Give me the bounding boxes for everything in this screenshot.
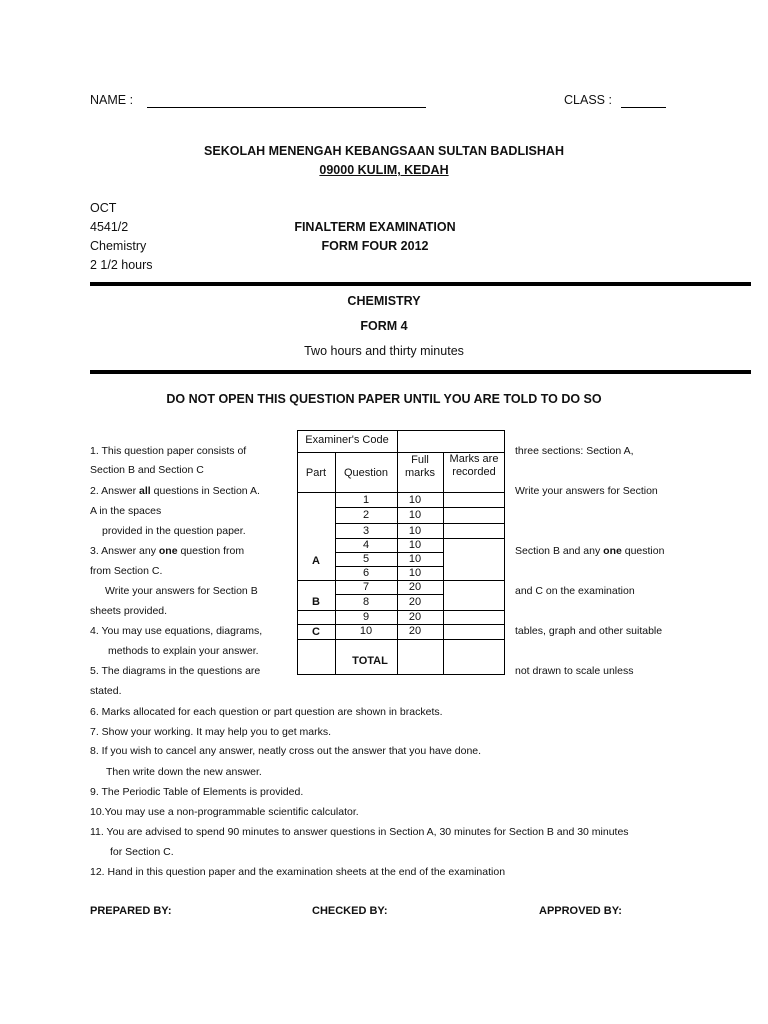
table-q-9: 9 xyxy=(362,611,370,623)
paper-code: 4541/2 xyxy=(90,220,129,234)
banner-duration: Two hours and thirty minutes xyxy=(304,344,464,358)
table-full-3: 10 xyxy=(408,525,422,537)
instr-5-left: 5. The diagrams in the questions are xyxy=(90,665,261,677)
table-full-10: 20 xyxy=(408,625,422,637)
instr-2-cont: A in the spaces xyxy=(90,505,162,517)
instr-1-left: 1. This question paper consists of xyxy=(90,445,247,457)
table-header-marks: Marks are recorded xyxy=(449,453,499,478)
table-hline-1 xyxy=(335,507,505,508)
table-full-1: 10 xyxy=(408,494,422,506)
table-hline-10 xyxy=(297,639,505,640)
school-name: SEKOLAH MENENGAH KEBANGSAAN SULTAN BADLISHAH xyxy=(204,144,564,158)
table-full-4: 10 xyxy=(408,539,422,551)
instr-3-right-prefix: Section B and any xyxy=(515,545,601,557)
table-hline-header xyxy=(297,492,505,493)
instr-9: 9. The Periodic Table of Elements is provided. xyxy=(90,786,304,798)
instr-10: 10.You may use a non-programmable scientific calculator. xyxy=(90,806,359,818)
table-header-question: Question xyxy=(343,467,389,479)
table-full-7: 20 xyxy=(408,581,422,593)
table-total-label: TOTAL xyxy=(352,655,388,667)
table-header-part: Part xyxy=(305,467,327,479)
instr-4-right: tables, graph and other suitable xyxy=(515,625,663,637)
table-part-b: B xyxy=(312,596,320,608)
paper-month: OCT xyxy=(90,201,117,215)
table-part-a: A xyxy=(312,555,320,567)
paper-subject: Chemistry xyxy=(90,239,147,253)
table-q-4: 4 xyxy=(362,539,370,551)
table-full-9: 20 xyxy=(408,611,422,623)
top-rule xyxy=(90,282,751,286)
banner-subject: CHEMISTRY xyxy=(347,294,421,308)
class-label: CLASS : xyxy=(564,93,612,107)
instr-3-prefix: 3. Answer any xyxy=(90,545,156,557)
table-q-7: 7 xyxy=(362,581,370,593)
table-q-6: 6 xyxy=(362,567,370,579)
instr-3-right-cont: and C on the examination xyxy=(515,585,635,597)
instr-2-left xyxy=(90,485,260,497)
instr-5-cont: stated. xyxy=(90,685,122,697)
exam-title: FINALTERM EXAMINATION xyxy=(294,220,456,234)
name-label: NAME : xyxy=(90,93,134,107)
banner-form: FORM 4 xyxy=(360,319,408,333)
instr-2-suffix: questions in Section A. xyxy=(153,485,260,497)
table-vline-full xyxy=(443,452,444,675)
table-part-c: C xyxy=(312,626,320,638)
instr-11-cont: for Section C. xyxy=(110,846,174,858)
instr-4-cont: methods to explain your answer. xyxy=(108,645,259,657)
table-q-2: 2 xyxy=(362,509,370,521)
table-hline-7 xyxy=(335,594,443,595)
table-q-10: 10 xyxy=(359,625,373,637)
table-full-6: 10 xyxy=(408,567,422,579)
bottom-rule xyxy=(90,370,751,374)
instr-12: 12. Hand in this question paper and the examination sheets at the end of the examination xyxy=(90,866,506,878)
table-title: Examiner's Code xyxy=(305,434,389,446)
table-border-top xyxy=(297,430,505,431)
instr-2-right: Write your answers for Section xyxy=(515,485,658,497)
instr-2-prefix: 2. Answer xyxy=(90,485,137,497)
table-q-1: 1 xyxy=(362,494,370,506)
instr-3-right xyxy=(515,545,664,557)
instr-7: 7. Show your working. It may help you to get marks. xyxy=(90,726,332,738)
school-address: 09000 KULIM, KEDAH xyxy=(319,163,449,177)
table-border-bottom xyxy=(297,674,505,675)
checked-by-label: CHECKED BY: xyxy=(312,905,388,917)
instr-1-right: three sections: Section A, xyxy=(515,445,634,457)
instr-3-suffix: question from xyxy=(180,545,245,557)
instr-8: 8. If you wish to cancel any answer, neatly cross out the answer that you have done. xyxy=(90,745,482,757)
table-q-8: 8 xyxy=(362,596,370,608)
examiner-table xyxy=(297,430,505,675)
paper-duration: 2 1/2 hours xyxy=(90,258,153,272)
instr-1-cont: Section B and Section C xyxy=(90,464,204,476)
instr-4-left: 4. You may use equations, diagrams, xyxy=(90,625,263,637)
table-full-8: 20 xyxy=(408,596,422,608)
table-q-3: 3 xyxy=(362,525,370,537)
instr-8-cont: Then write down the new answer. xyxy=(106,766,262,778)
instr-2-cont2: provided in the question paper. xyxy=(102,525,246,537)
instr-3-cont2: Write your answers for Section B xyxy=(105,585,258,597)
table-hline-2 xyxy=(335,523,505,524)
instr-3-right-suffix: question xyxy=(624,545,665,557)
instr-3-cont: from Section C. xyxy=(90,565,163,577)
instr-3-right-emphasis: one xyxy=(603,545,622,557)
name-blank-line[interactable] xyxy=(147,107,426,108)
instr-3-left xyxy=(90,545,244,557)
instr-6: 6. Marks allocated for each question or part question are shown in brackets. xyxy=(90,706,443,718)
instr-11: 11. You are advised to spend 90 minutes to answer questions in Section A, 30 minutes for Section B and 30 minutes xyxy=(90,826,629,838)
table-header-full: Full marks xyxy=(405,454,435,479)
approved-by-label: APPROVED BY: xyxy=(539,905,622,917)
class-blank-line[interactable] xyxy=(621,107,666,108)
table-full-2: 10 xyxy=(408,509,422,521)
instr-3-emphasis: one xyxy=(158,545,178,557)
table-q-5: 5 xyxy=(362,553,370,565)
exam-form: FORM FOUR 2012 xyxy=(321,239,429,253)
table-full-5: 10 xyxy=(408,553,422,565)
instr-5-right: not drawn to scale unless xyxy=(515,665,634,677)
warning-text: DO NOT OPEN THIS QUESTION PAPER UNTIL YOU ARE TOLD TO DO SO xyxy=(166,392,602,406)
instr-3-cont3: sheets provided. xyxy=(90,605,168,617)
instr-2-emphasis: all xyxy=(139,485,151,497)
prepared-by-label: PREPARED BY: xyxy=(90,905,172,917)
